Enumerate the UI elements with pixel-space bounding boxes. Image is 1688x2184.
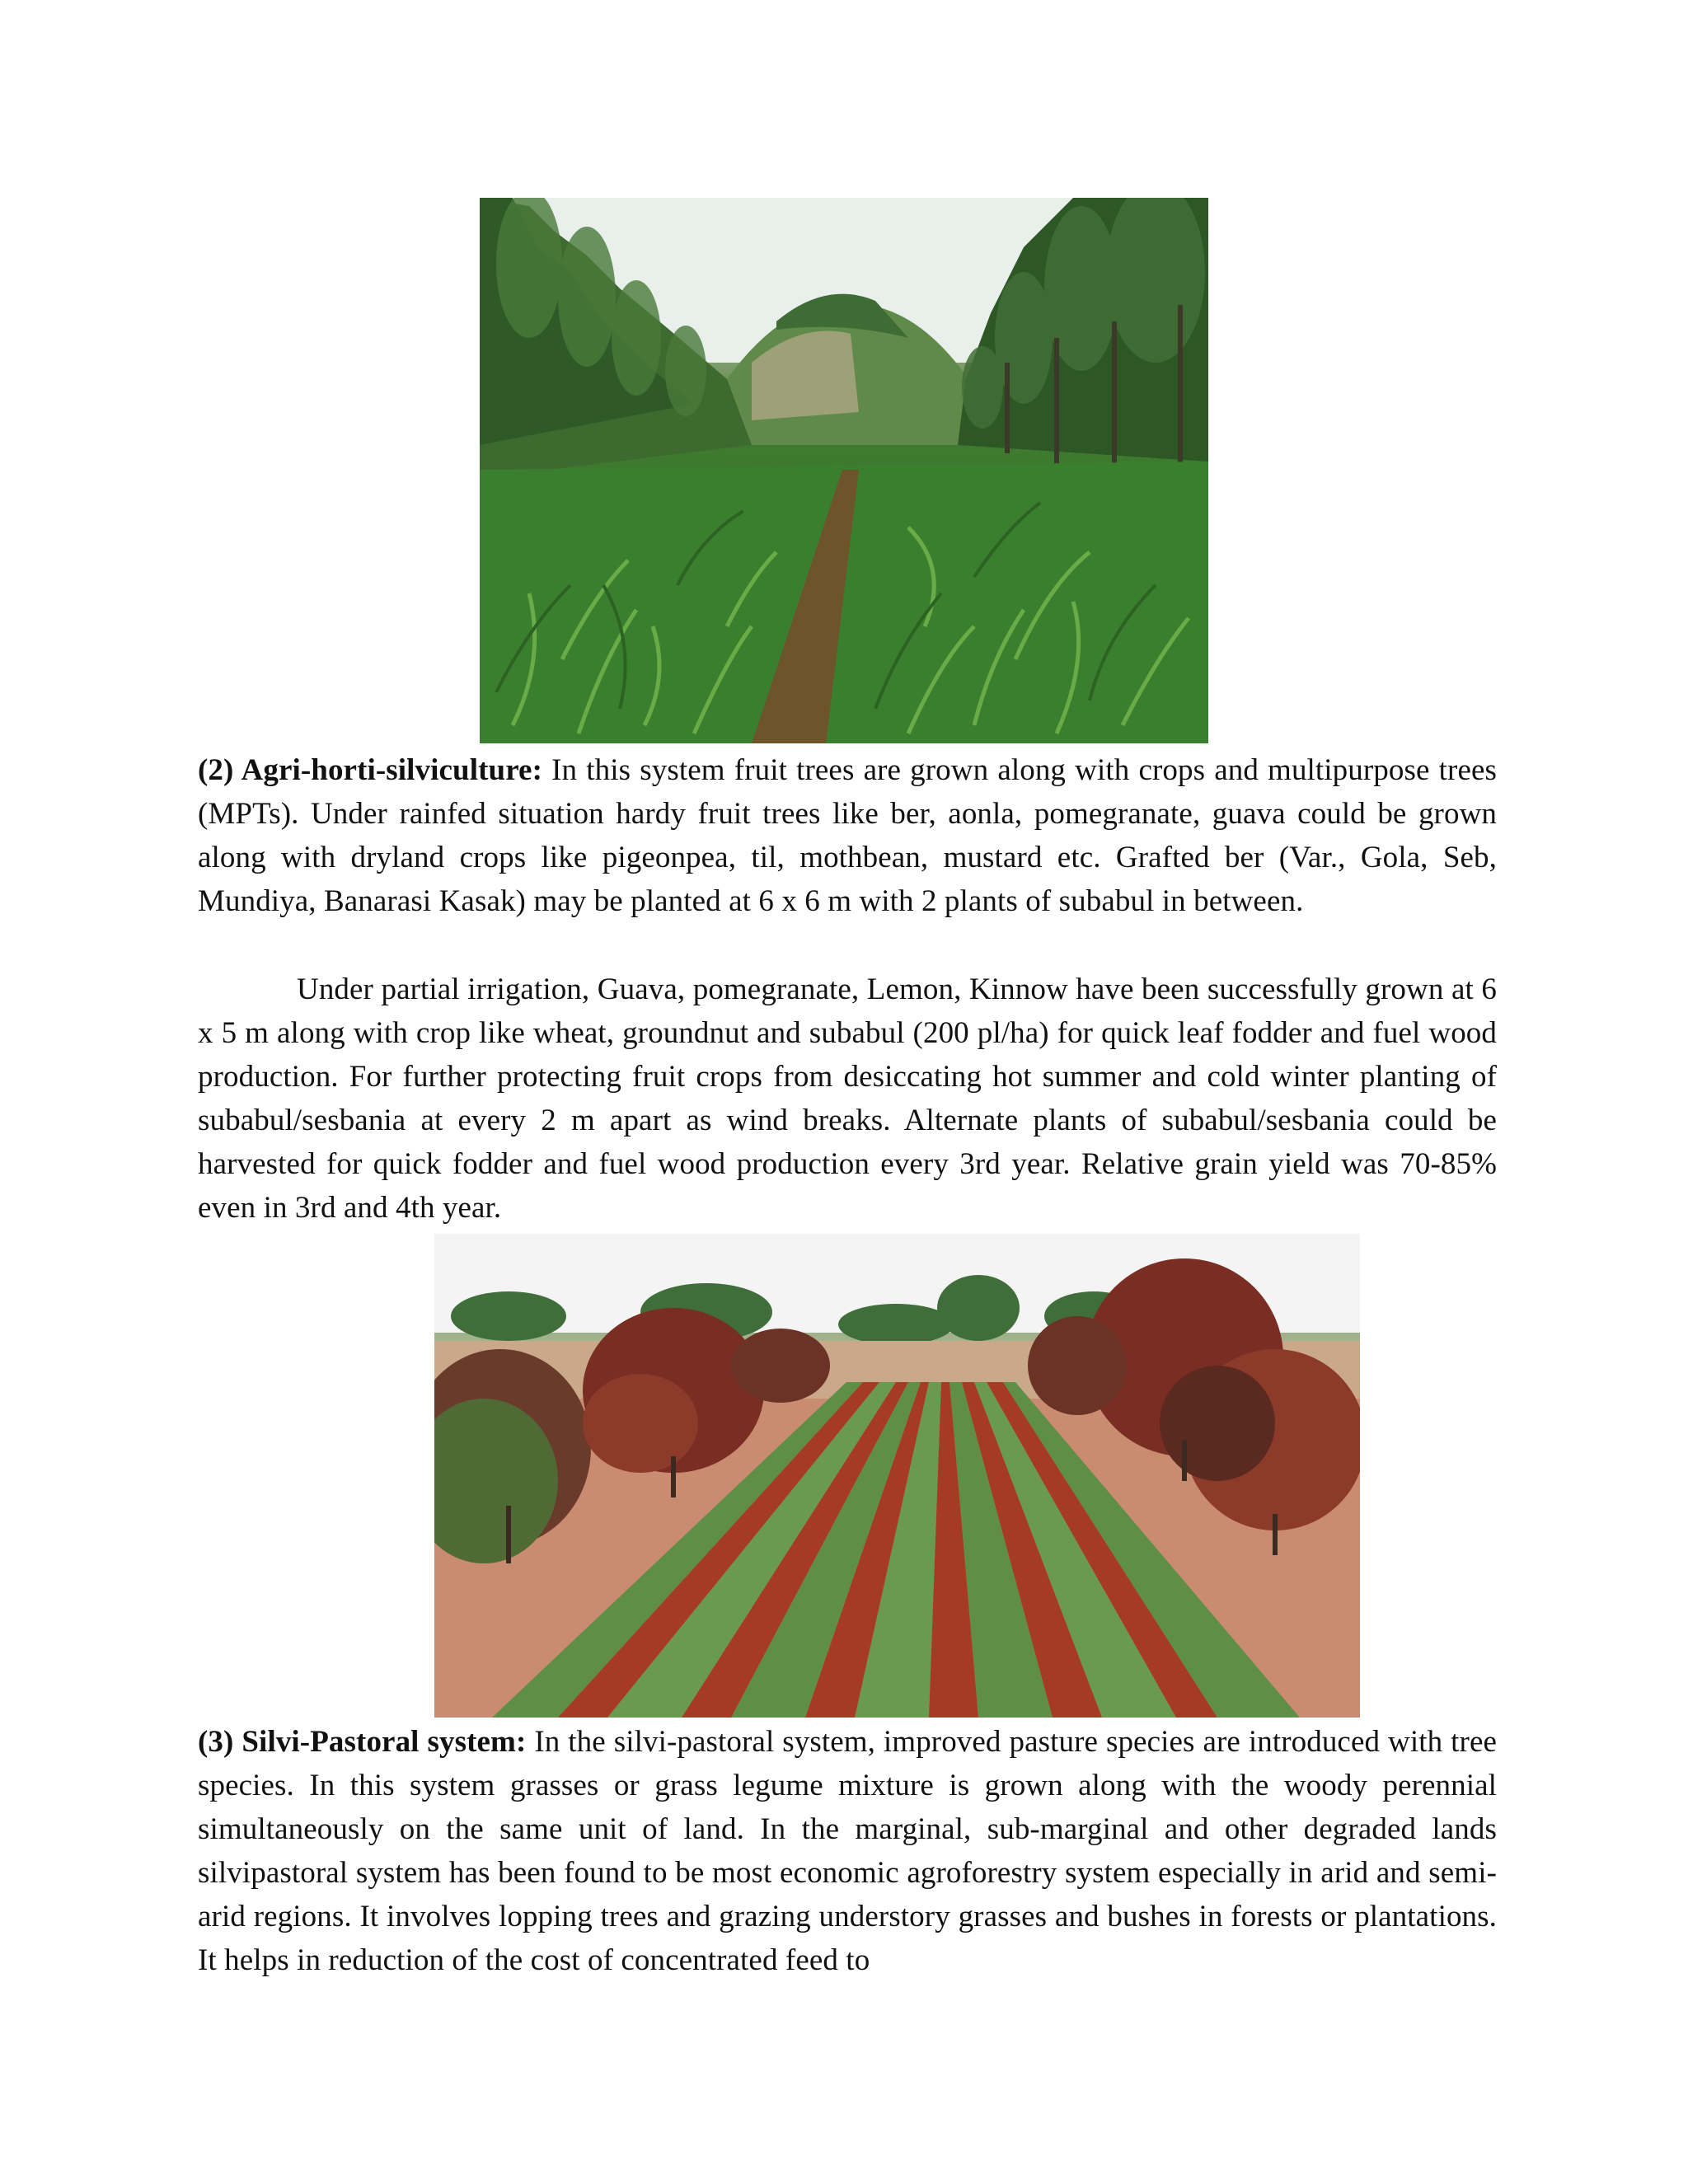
section-2-heading: (2) Agri-horti-silviculture: [198, 753, 543, 787]
section-2-body: In this system fruit trees are grown along with crops and multipurpose trees (MPTs). Under rainfed situation hardy fruit trees like ber, aonla, pomegranate, guava could be grown along with dryland crops like pigeonpea, til, mothbean, mustard etc. Grafted ber (Var., Gola, Seb, Mundiya, Banarasi Kasak) may be planted at 6 x 6 m with 2 plants of subabul in between. [198, 753, 1497, 918]
agroforestry-maize-photo [480, 198, 1208, 743]
section-2-para-2-text: Under partial irrigation, Guava, pomegranate, Lemon, Kinnow have been successfully grown at 6 x 5 m along with crop like wheat, groundnut and subabul (200 pl/ha) for quick leaf fodder and fuel wood production. For further protecting fruit crops from desiccating hot summer and cold winter planting of subabul/sesbania at every 2 m apart as wind breaks. Alternate plants of subabul/sesbania could be harvested for quick fodder and fuel wood production every 3rd year. Relative grain yield was 70-85% even in 3rd and 4th year. [198, 972, 1497, 1225]
section-3-body: In the silvi-pastoral system, improved pasture species are introduced with tree species. In this system grasses or grass legume mixture is grown along with the woody perennial simultaneously on the same unit of land. In the marginal, sub-marginal and other degraded lands silvipastoral system has been found to be most economic agroforestry system especially in arid and semi-arid regions. It involves lopping trees and grazing understory grasses and bushes in forests or plantations. It helps in reduction of the cost of concentrated feed to [198, 1725, 1497, 1977]
section-2-paragraph-2 [198, 968, 1497, 1230]
mango-photo-illustration [434, 1234, 1360, 1718]
section-2-paragraph [198, 748, 1497, 923]
agri-horti-mango-photo [434, 1234, 1360, 1718]
section-3-heading: (3) Silvi-Pastoral system: [198, 1725, 527, 1759]
maize-photo-illustration [480, 198, 1208, 743]
section-3-paragraph [198, 1720, 1497, 1982]
